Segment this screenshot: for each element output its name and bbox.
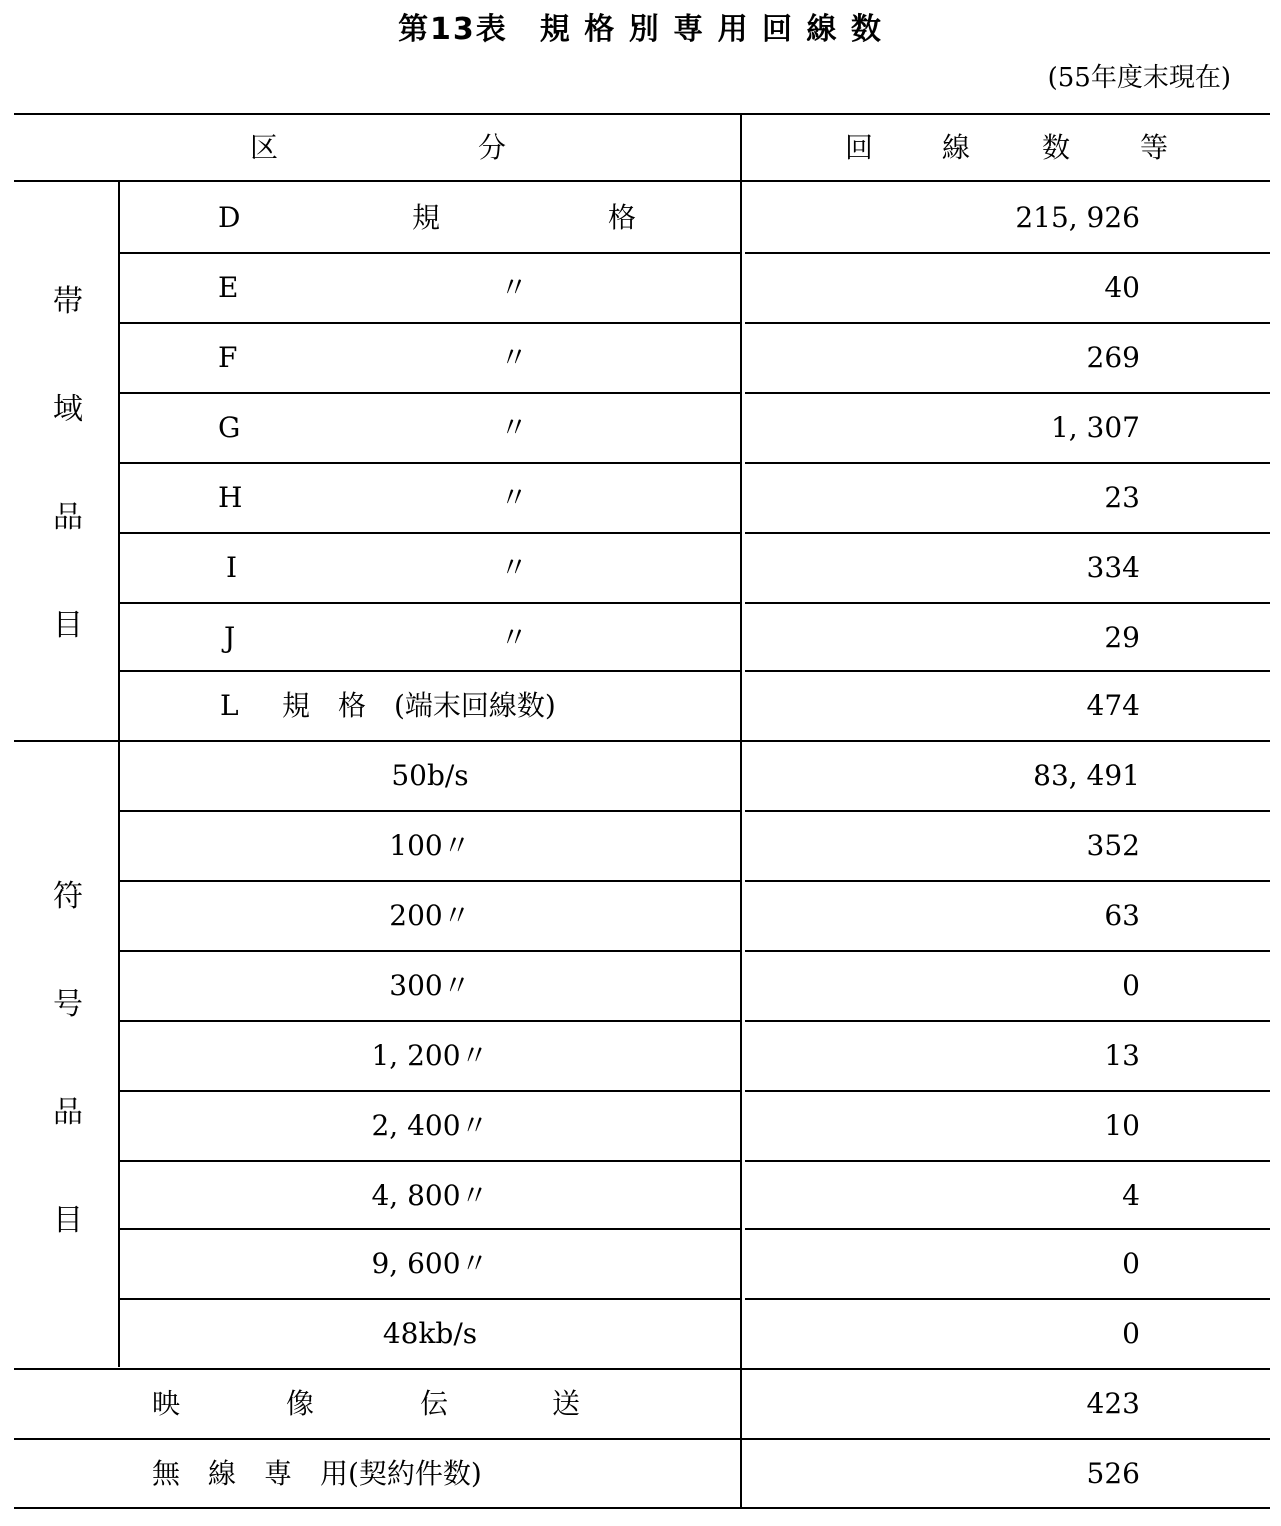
group-label-bandwidth [40,180,96,740]
row-rule [120,602,740,604]
row-rule [745,670,1270,672]
row-label: 200〃 [389,899,471,932]
group2-char: 目 [53,1202,83,1238]
row-c: 〃 [500,550,529,584]
row-rule [745,322,1270,324]
footer-label: 無 線 専 用(契約件数) [152,1457,482,1490]
row-b: 規 格 (端末回線数) [282,689,556,722]
group-label-code [40,742,96,1367]
rule-top [14,113,1270,115]
row-a: I [226,550,238,584]
row-value: 334 [1086,550,1140,584]
row-rule [120,1020,740,1022]
row-value: 0 [1122,1247,1140,1280]
row-label: 300〃 [389,969,471,1002]
row-value: 4 [1122,1179,1140,1212]
row-value: 13 [1104,1039,1140,1072]
row-rule [745,602,1270,604]
row-c: 〃 [500,480,529,514]
header-suu: 数 [1042,131,1071,164]
row-value: 423 [1086,1387,1140,1420]
row-rule [745,880,1270,882]
row-value: 352 [1086,829,1140,862]
row-c: 〃 [500,340,529,374]
header-kai: 回 [845,131,874,164]
group1-char: 帯 [53,284,83,319]
row-value: 63 [1104,899,1140,932]
row-rule [745,252,1270,254]
row-rule [120,670,740,672]
row-rule [745,462,1270,464]
row-rule [120,252,740,254]
row-value: 1, 307 [1050,410,1140,444]
row-label: 100〃 [389,829,471,862]
row-rule [745,810,1270,812]
row-value: 23 [1104,480,1140,514]
table-title: 第13表 規 格 別 専 用 回 線 数 [398,12,883,47]
row-rule [745,392,1270,394]
footer-char: 像 [286,1387,315,1420]
row-value: 0 [1122,1317,1140,1350]
row-a: D [218,200,241,234]
footer-char: 伝 [420,1387,449,1420]
as-of-note: (55年度末現在) [1047,63,1231,93]
row-value: 83, 491 [1033,759,1140,792]
row-rule [120,1090,740,1092]
row-rule [745,950,1270,952]
row-c: 〃 [500,620,529,654]
row-rule [120,1298,740,1300]
row-rule [120,322,740,324]
row-value: 10 [1104,1109,1140,1142]
rule-bottom [14,1507,1270,1509]
row-b: 規 [412,200,441,234]
row-rule [745,1228,1270,1230]
header-tou: 等 [1140,131,1169,164]
row-rule [120,1228,740,1230]
group1-char: 域 [53,392,83,427]
row-c: 格 [608,200,637,234]
group1-char: 目 [53,608,83,643]
row-rule [745,1020,1270,1022]
row-a: E [218,270,239,304]
row-value: 474 [1086,689,1140,722]
row-a: H [218,480,243,514]
row-label: 1, 200〃 [371,1039,489,1072]
row-label: 50b/s [391,759,469,792]
row-a: L [220,689,239,722]
row-label: 48kb/s [382,1317,478,1350]
rule-group [14,1368,1270,1370]
row-a: F [218,340,238,374]
header-sen: 線 [942,131,971,164]
row-rule [745,1160,1270,1162]
row-rule [745,1298,1270,1300]
row-label: 4, 800〃 [371,1179,489,1212]
row-a: J [224,620,236,654]
row-value: 0 [1122,969,1140,1002]
row-value: 40 [1104,270,1140,304]
row-value: 526 [1086,1457,1140,1490]
row-rule [120,1160,740,1162]
row-value: 269 [1086,340,1140,374]
row-rule [120,950,740,952]
row-value: 29 [1104,620,1140,654]
group2-char: 品 [53,1094,83,1130]
row-c: 〃 [500,410,529,444]
row-rule [745,532,1270,534]
rule-footer [14,1438,1270,1440]
row-rule [120,392,740,394]
row-rule [745,1090,1270,1092]
row-rule [120,880,740,882]
group2-char: 号 [53,986,83,1022]
row-rule [120,462,740,464]
row-c: 〃 [500,270,529,304]
row-rule [120,532,740,534]
row-label: 9, 600〃 [371,1247,489,1280]
header-bun: 分 [478,131,507,164]
footer-char: 映 [152,1387,181,1420]
row-value: 215, 926 [1015,200,1140,234]
group2-char: 符 [53,878,83,914]
row-rule [120,810,740,812]
rule-header [14,180,1270,182]
group1-char: 品 [53,500,83,535]
col-divider [740,113,742,1508]
row-a: G [218,410,241,444]
row-label: 2, 400〃 [371,1109,489,1142]
footer-char: 送 [552,1387,581,1420]
rule-group [14,740,1270,742]
header-ku: 区 [250,131,279,164]
